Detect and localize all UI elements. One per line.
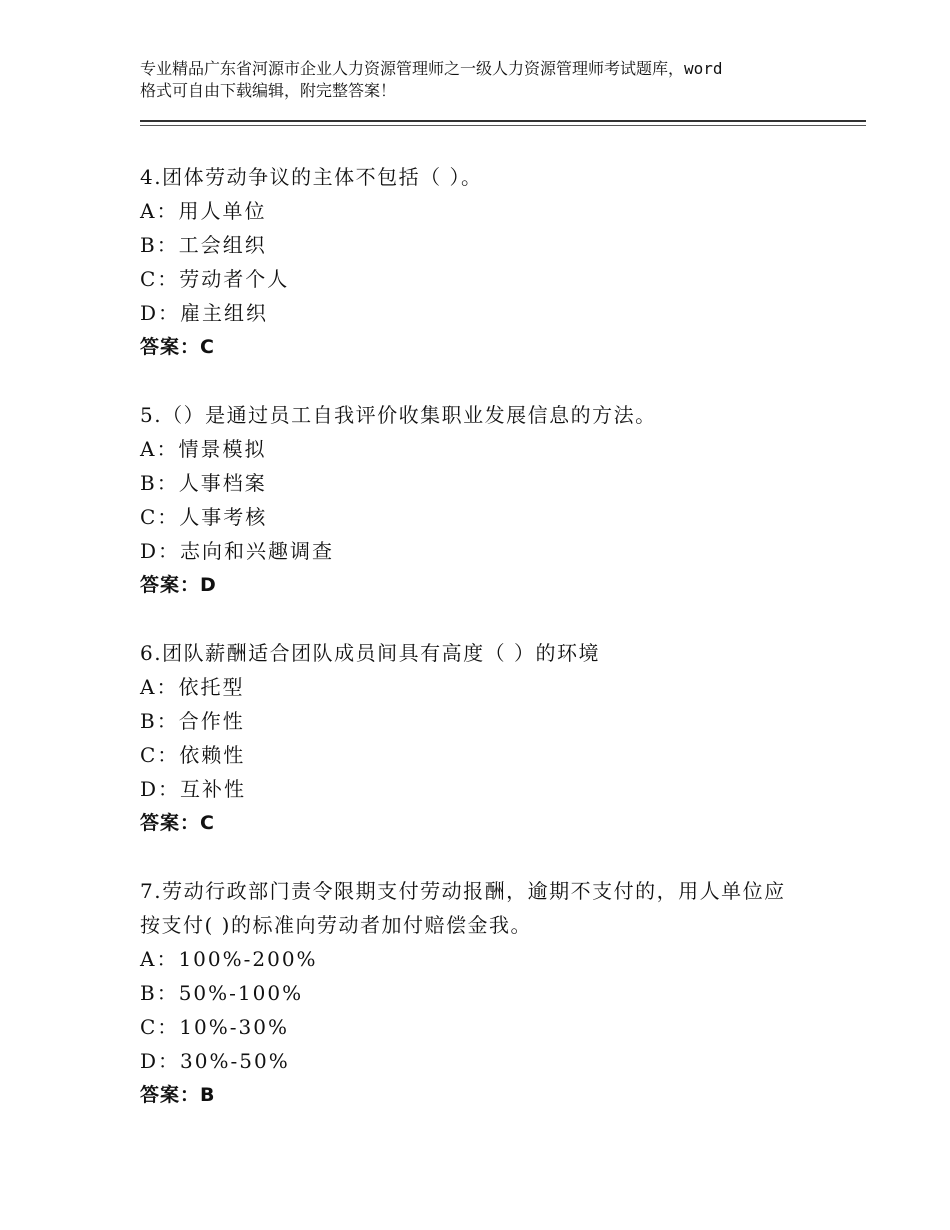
option-d: D：雇主组织 — [140, 301, 269, 325]
question-6 — [140, 636, 840, 840]
question-stem: 6.团队薪酬适合团队成员间具有高度（ ）的环境 — [140, 641, 600, 665]
option-a: A：情景模拟 — [140, 437, 267, 461]
question-stem-line-2: 按支付( )的标准向劳动者加付赔偿金我。 — [140, 913, 532, 937]
document-header — [140, 58, 830, 102]
question-7 — [140, 874, 840, 1112]
header-line-2: 格式可自由下载编辑，附完整答案！ — [140, 81, 397, 100]
option-b: B：50%-100% — [140, 981, 304, 1005]
option-c: C：10%-30% — [140, 1015, 289, 1039]
option-d: D：互补性 — [140, 777, 247, 801]
answer: 答案：D — [140, 574, 217, 596]
option-a: A：依托型 — [140, 675, 245, 699]
option-b: B：工会组织 — [140, 233, 267, 257]
option-d: D：30%-50% — [140, 1049, 290, 1073]
option-b: B：人事档案 — [140, 471, 267, 495]
answer: 答案：C — [140, 812, 215, 834]
option-b: B：合作性 — [140, 709, 245, 733]
option-d: D：志向和兴趣调查 — [140, 539, 335, 563]
header-divider-thick — [140, 120, 866, 122]
question-stem: 4.团体劳动争议的主体不包括（ ）。 — [140, 165, 483, 189]
option-c: C：劳动者个人 — [140, 267, 290, 291]
question-stem: 5.（）是通过员工自我评价收集职业发展信息的方法。 — [140, 403, 657, 427]
header-line-1: 专业精品广东省河源市企业人力资源管理师之一级人力资源管理师考试题库，word — [140, 59, 723, 78]
answer: 答案：B — [140, 1084, 216, 1106]
header-divider-thin — [140, 125, 866, 126]
option-a: A：100%-200% — [140, 947, 318, 971]
answer: 答案：C — [140, 336, 215, 358]
question-5 — [140, 398, 840, 602]
question-list — [140, 160, 840, 1146]
option-c: C：人事考核 — [140, 505, 268, 529]
question-stem-line-1: 7.劳动行政部门责令限期支付劳动报酬，逾期不支付的，用人单位应 — [140, 879, 786, 903]
option-a: A：用人单位 — [140, 199, 267, 223]
option-c: C：依赖性 — [140, 743, 246, 767]
question-4 — [140, 160, 840, 364]
